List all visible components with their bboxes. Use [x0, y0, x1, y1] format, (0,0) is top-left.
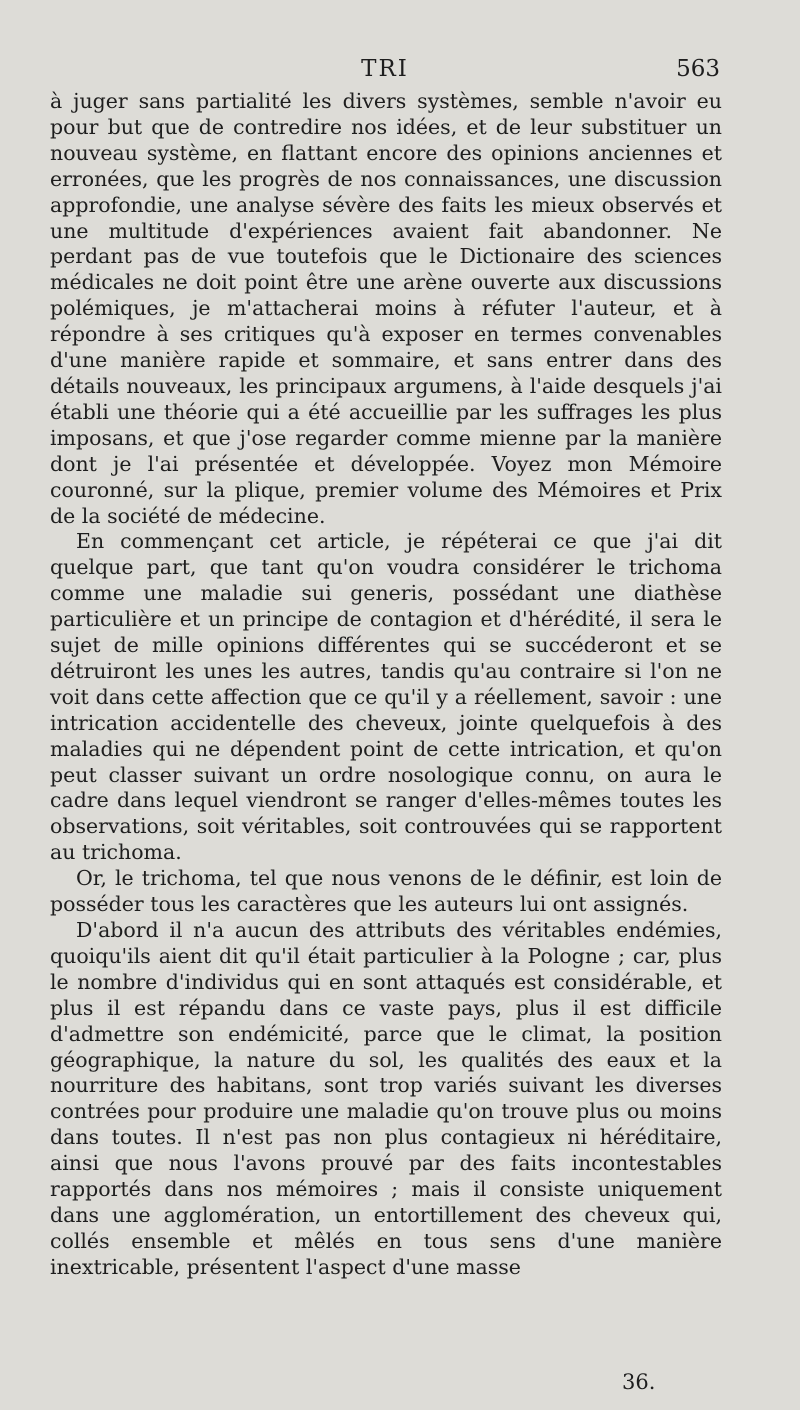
- body-text: [50, 89, 722, 1281]
- paragraph: D'abord il n'a aucun des attributs des véritables endémies, quoiqu'ils aient dit qu'il était particulier à la Pologne ; car, plus le nombre d'individus qui en sont attaqués est considérable, et plus il est répandu dans ce vaste pays, plus il est difficile d'admettre son endémicité, parce que le climat, la position géographique, la nature du sol, les qualités des eaux et la nourriture des habitans, sont trop variés suivant les diverses contrées pour produire une maladie qu'on trouve plus ou moins dans toutes. Il n'est pas non plus contagieux ni héréditaire, ainsi que nous l'avons prouvé par des faits incontestables rapportés dans nos mémoires ; mais il consiste uniquement dans une agglomération, un entortillement des cheveux qui, collés ensemble et mêlés en tous sens d'une manière inextricable, présentent l'aspect d'une masse: [50, 918, 722, 1279]
- running-title: TRI: [361, 56, 409, 82]
- paragraph: à juger sans partialité les divers systèmes, semble n'avoir eu pour but que de contredire nos idées, et de leur substituer un nouveau système, en flattant encore des opinions anciennes et erronées, que les progrès de nos connaissances, une discussion approfondie, une analyse sévère des faits les mieux observés et une multitude d'expériences avaient fait abandonner. Ne perdant pas de vue toutefois que le Dictionaire des sciences médicales ne doit point être une arène ouverte aux discussions polémiques, je m'attacherai moins à réfuter l'auteur, et à répondre à ses critiques qu'à exposer en termes convenables d'une manière rapide et sommaire, et sans entrer dans des détails nouveaux, les principaux argumens, à l'aide desquels j'ai établi une théorie qui a été accueillie par les suffrages les plus imposans, et que j'ose regarder comme mienne par la manière dont je l'ai présentée et développée. Voyez mon Mémoire couronné, sur la plique, premier volume des Mémoires et Prix de la société de médecine.: [50, 89, 722, 528]
- page-header: [50, 56, 720, 88]
- paragraph: Or, le trichoma, tel que nous venons de le définir, est loin de posséder tous les caractères que les auteurs lui ont assignés.: [50, 866, 722, 917]
- paragraph: En commençant cet article, je répéterai ce que j'ai dit quelque part, que tant qu'on voudra considérer le trichoma comme une maladie sui generis, possédant une diathèse particulière et un principe de contagion et d'hérédité, il sera le sujet de mille opinions différentes qui se succéderont et se détruiront les unes les autres, tandis qu'au contraire si l'on ne voit dans cette affection que ce qu'il y a réellement, savoir : une intrication accidentelle des cheveux, jointe quelquefois à des maladies qui ne dépendent point de cette intrication, et qu'on peut classer suivant un ordre nosologique connu, on aura le cadre dans lequel viendront se ranger d'elles-mêmes toutes les observations, soit véritables, soit controuvées qui se rapportent au trichoma.: [50, 529, 722, 865]
- printer-signature-mark: 36.: [622, 1370, 656, 1394]
- page-number: 563: [676, 56, 720, 82]
